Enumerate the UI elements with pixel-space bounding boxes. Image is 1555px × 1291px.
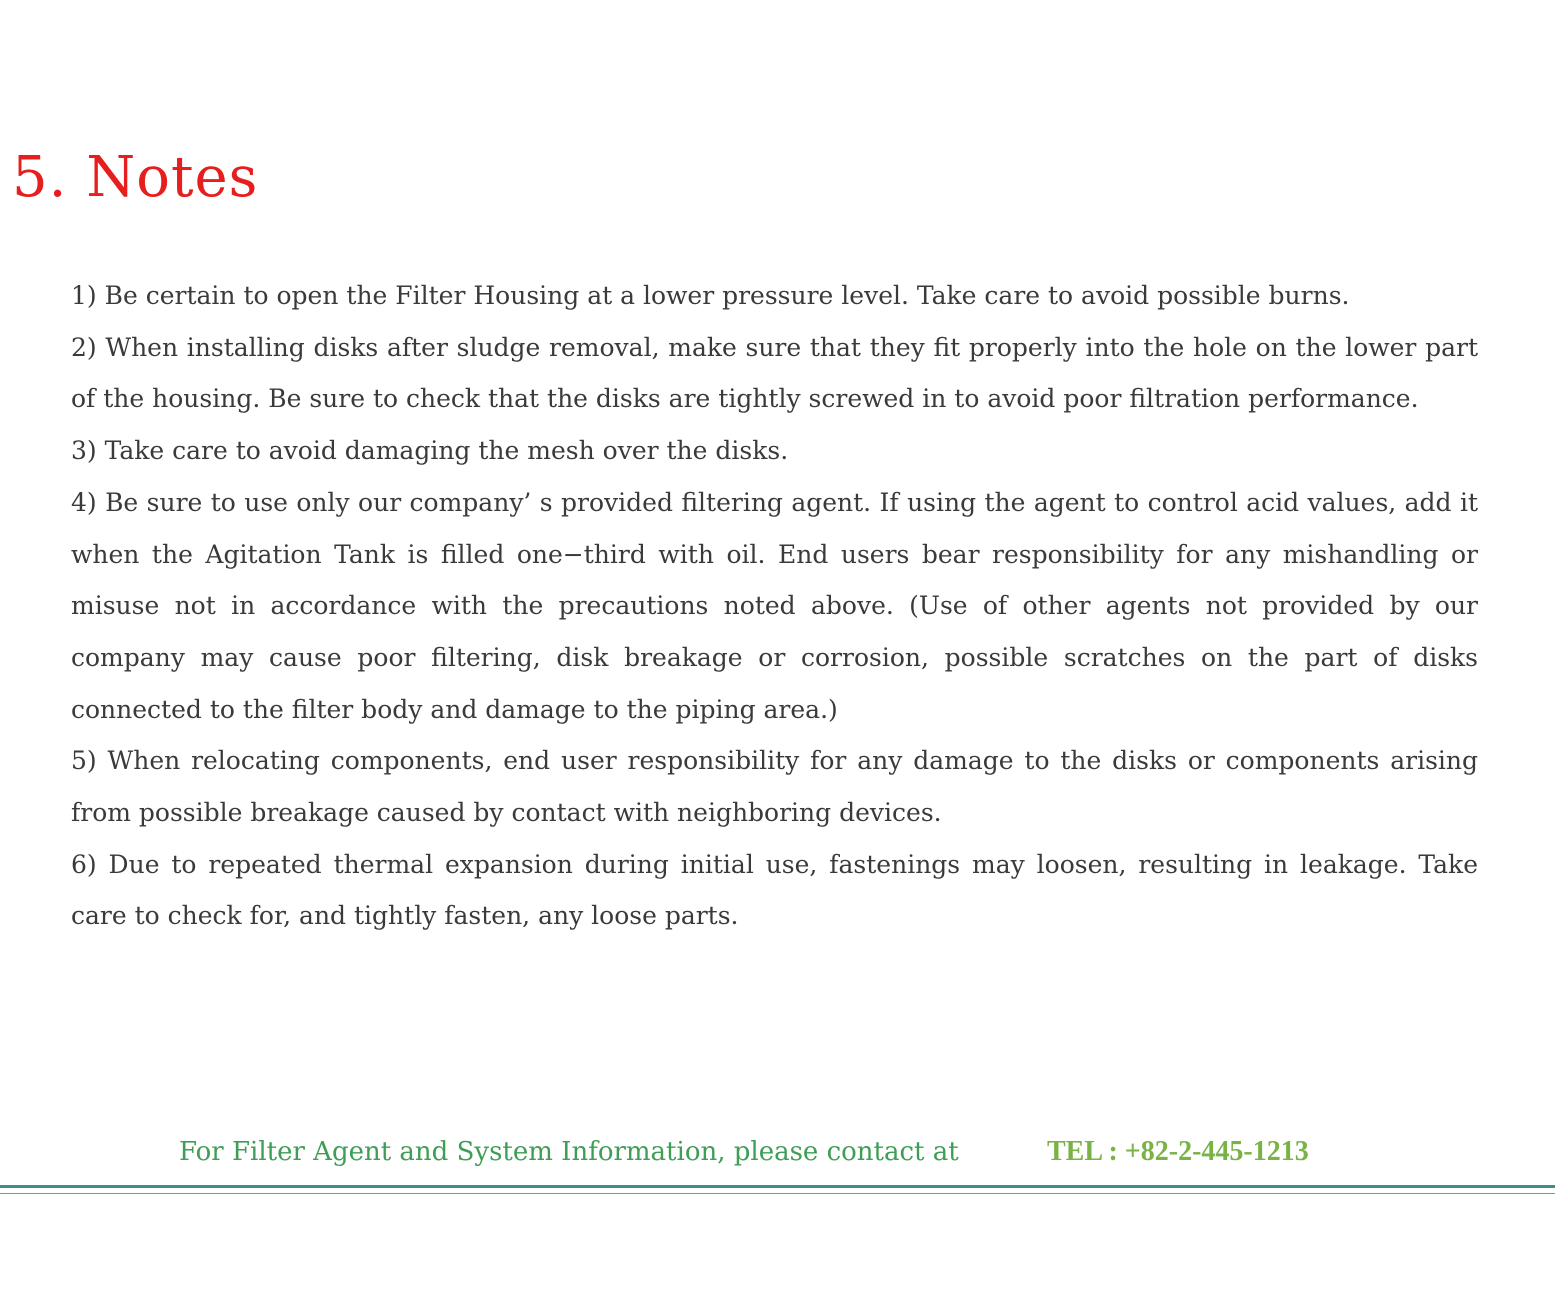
footer-contact-text: For Filter Agent and System Information, please contact at — [179, 1137, 959, 1167]
note-item-1: 1) Be certain to open the Filter Housing at a lower pressure level. Take care to avoid possible burns. — [71, 281, 1350, 310]
footer — [0, 1132, 1555, 1172]
footer-divider-thin — [0, 1193, 1555, 1194]
note-item-2: 2) When installing disks after sludge removal, make sure that they fit properly into the hole on the lower part of the housing. Be sure to check that the disks are tightly screwed in to avoid poor filtration performance. — [71, 332, 1478, 414]
note-item-3: 3) Take care to avoid damaging the mesh over the disks. — [71, 436, 789, 466]
footer-telephone: TEL : +82-2-445-1213 — [1047, 1136, 1309, 1167]
notes-list — [71, 270, 1478, 942]
note-item-6: 6) Due to repeated thermal expansion during initial use, fastenings may loosen, resulting in leakage. Take care to check for, and tightly fasten, any loose parts. — [71, 849, 1478, 931]
page-title: 5. Notes — [12, 145, 259, 210]
footer-divider-thick — [0, 1185, 1555, 1188]
note-item-5: 5) When relocating components, end user responsibility for any damage to the disks or components arising from possible breakage caused by contact with neighboring devices. — [71, 746, 1478, 828]
note-item-4: 4) Be sure to use only our company’ s provided filtering agent. If using the agent to control acid values, add it when the Agitation Tank is filled one−third with oil. End users bear responsibility for any mishandling or misuse not in accordance with the precautions noted above. (Use of other agents not provided by our company may cause poor filtering, disk breakage or corrosion, possible scratches on the part of disks connected to the filter body and damage to the piping area.) — [71, 487, 1478, 724]
